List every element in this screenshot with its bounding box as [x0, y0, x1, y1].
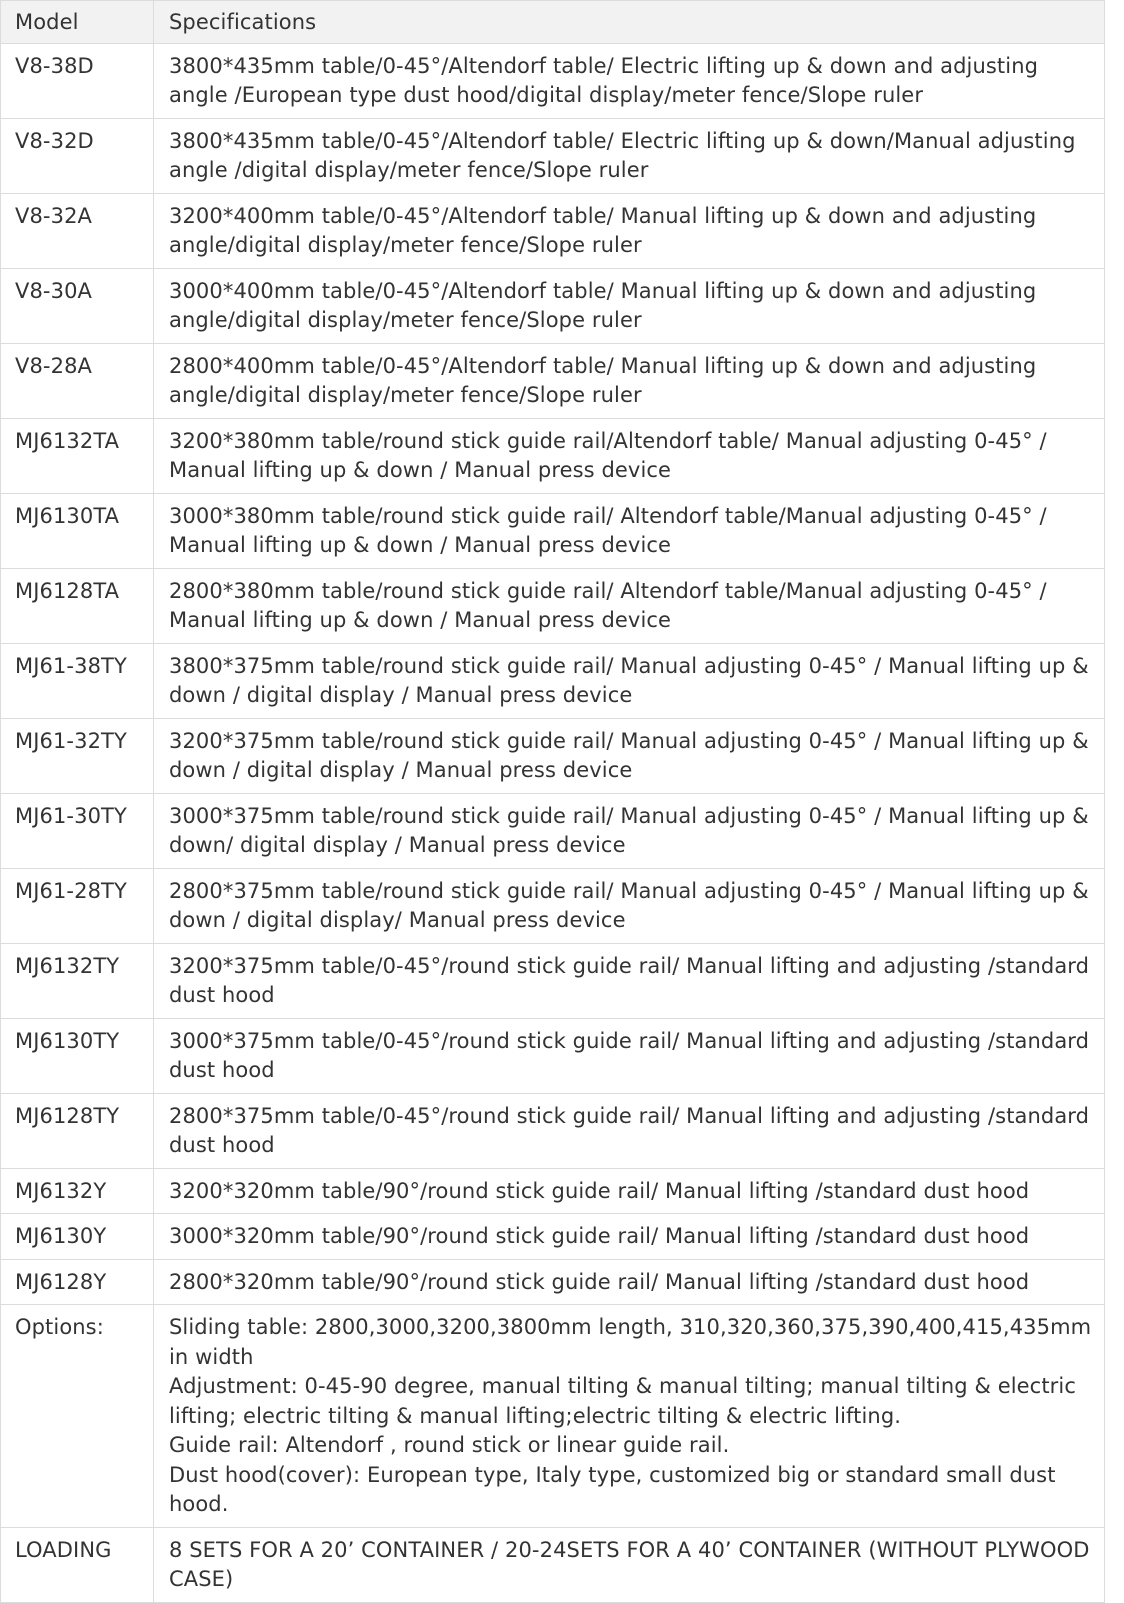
- table-row: [1, 343, 1105, 418]
- model-cell: MJ6130TY: [1, 1018, 154, 1093]
- spec-cell: 2800*400mm table/0-45°/Altendorf table/ Manual lifting up & down and adjusting angle/digital display/meter fence/Slope ruler: [154, 343, 1105, 418]
- spec-cell: 3000*375mm table/round stick guide rail/ Manual adjusting 0-45° / Manual lifting up & down/ digital display / Manual press device: [154, 793, 1105, 868]
- table-row: [1, 718, 1105, 793]
- table-row: [1, 418, 1105, 493]
- model-cell: V8-28A: [1, 343, 154, 418]
- model-cell: MJ6132TA: [1, 418, 154, 493]
- spec-cell: 3800*435mm table/0-45°/Altendorf table/ Electric lifting up & down and adjusting angle /European type dust hood/digital display/meter fence/Slope ruler: [154, 43, 1105, 118]
- model-cell: MJ61-38TY: [1, 643, 154, 718]
- option-dust-hood: Dust hood(cover): European type, Italy type, customized big or standard small dust hood.: [169, 1462, 1056, 1516]
- loading-label: LOADING: [1, 1527, 154, 1602]
- table-row: [1, 193, 1105, 268]
- spec-cell: 2800*375mm table/round stick guide rail/ Manual adjusting 0-45° / Manual lifting up & down / digital display/ Manual press device: [154, 868, 1105, 943]
- loading-cell: 8 SETS FOR A 20’ CONTAINER / 20-24SETS FOR A 40’ CONTAINER (WITHOUT PLYWOOD CASE): [154, 1527, 1105, 1602]
- options-cell: [154, 1305, 1105, 1528]
- table-row: [1, 1168, 1105, 1214]
- model-cell: MJ6130TA: [1, 493, 154, 568]
- table-row: [1, 1018, 1105, 1093]
- model-cell: V8-38D: [1, 43, 154, 118]
- table-row: [1, 943, 1105, 1018]
- spec-cell: 3200*400mm table/0-45°/Altendorf table/ Manual lifting up & down and adjusting angle/digital display/meter fence/Slope ruler: [154, 193, 1105, 268]
- option-guide-rail: Guide rail: Altendorf , round stick or linear guide rail.: [169, 1433, 730, 1457]
- spec-cell: 3200*320mm table/90°/round stick guide rail/ Manual lifting /standard dust hood: [154, 1168, 1105, 1214]
- model-cell: MJ61-28TY: [1, 868, 154, 943]
- table-row: [1, 793, 1105, 868]
- table-row: [1, 868, 1105, 943]
- spec-cell: 3000*380mm table/round stick guide rail/ Altendorf table/Manual adjusting 0-45° / Manual lifting up & down / Manual press device: [154, 493, 1105, 568]
- spec-cell: 3800*435mm table/0-45°/Altendorf table/ Electric lifting up & down/Manual adjusting angle /digital display/meter fence/Slope ruler: [154, 118, 1105, 193]
- spec-cell: 3000*375mm table/0-45°/round stick guide rail/ Manual lifting and adjusting /standard dust hood: [154, 1018, 1105, 1093]
- table-row: [1, 1259, 1105, 1305]
- model-cell: MJ6128Y: [1, 1259, 154, 1305]
- spec-cell: 2800*380mm table/round stick guide rail/ Altendorf table/Manual adjusting 0-45° / Manual lifting up & down / Manual press device: [154, 568, 1105, 643]
- model-cell: MJ61-30TY: [1, 793, 154, 868]
- model-cell: MJ6130Y: [1, 1214, 154, 1260]
- model-cell: MJ6132TY: [1, 943, 154, 1018]
- table-row: [1, 1093, 1105, 1168]
- spec-cell: 2800*320mm table/90°/round stick guide rail/ Manual lifting /standard dust hood: [154, 1259, 1105, 1305]
- spec-cell: 3000*320mm table/90°/round stick guide rail/ Manual lifting /standard dust hood: [154, 1214, 1105, 1260]
- model-cell: MJ6128TA: [1, 568, 154, 643]
- header-specifications: Specifications: [154, 1, 1105, 44]
- table-row: [1, 118, 1105, 193]
- table-row: [1, 643, 1105, 718]
- table-row: [1, 43, 1105, 118]
- table-header-row: [1, 1, 1105, 44]
- table-row: [1, 493, 1105, 568]
- option-sliding-table: Sliding table: 2800,3000,3200,3800mm length, 310,320,360,375,390,400,415,435mm in width: [169, 1315, 1092, 1369]
- table-row: [1, 568, 1105, 643]
- header-model: Model: [1, 1, 154, 44]
- model-cell: V8-32A: [1, 193, 154, 268]
- model-cell: MJ61-32TY: [1, 718, 154, 793]
- spec-cell: 2800*375mm table/0-45°/round stick guide rail/ Manual lifting and adjusting /standard dust hood: [154, 1093, 1105, 1168]
- option-adjustment: Adjustment: 0-45-90 degree, manual tilting & manual tilting; manual tilting & electric lifting; electric tilting & manual lifting;electric tilting & electric lifting.: [169, 1374, 1076, 1428]
- model-cell: V8-30A: [1, 268, 154, 343]
- spec-cell: 3800*375mm table/round stick guide rail/ Manual adjusting 0-45° / Manual lifting up & down / digital display / Manual press device: [154, 643, 1105, 718]
- model-cell: V8-32D: [1, 118, 154, 193]
- table-row: [1, 1214, 1105, 1260]
- model-cell: MJ6128TY: [1, 1093, 154, 1168]
- model-cell: MJ6132Y: [1, 1168, 154, 1214]
- spec-cell: 3000*400mm table/0-45°/Altendorf table/ Manual lifting up & down and adjusting angle/digital display/meter fence/Slope ruler: [154, 268, 1105, 343]
- loading-row: [1, 1527, 1105, 1602]
- spec-cell: 3200*375mm table/round stick guide rail/ Manual adjusting 0-45° / Manual lifting up & down / digital display / Manual press device: [154, 718, 1105, 793]
- table-row: [1, 268, 1105, 343]
- options-label: Options:: [1, 1305, 154, 1528]
- options-row: [1, 1305, 1105, 1528]
- spec-table-body: [1, 1, 1105, 1603]
- spec-cell: 3200*375mm table/0-45°/round stick guide rail/ Manual lifting and adjusting /standard dust hood: [154, 943, 1105, 1018]
- spec-cell: 3200*380mm table/round stick guide rail/Altendorf table/ Manual adjusting 0-45° / Manual lifting up & down / Manual press device: [154, 418, 1105, 493]
